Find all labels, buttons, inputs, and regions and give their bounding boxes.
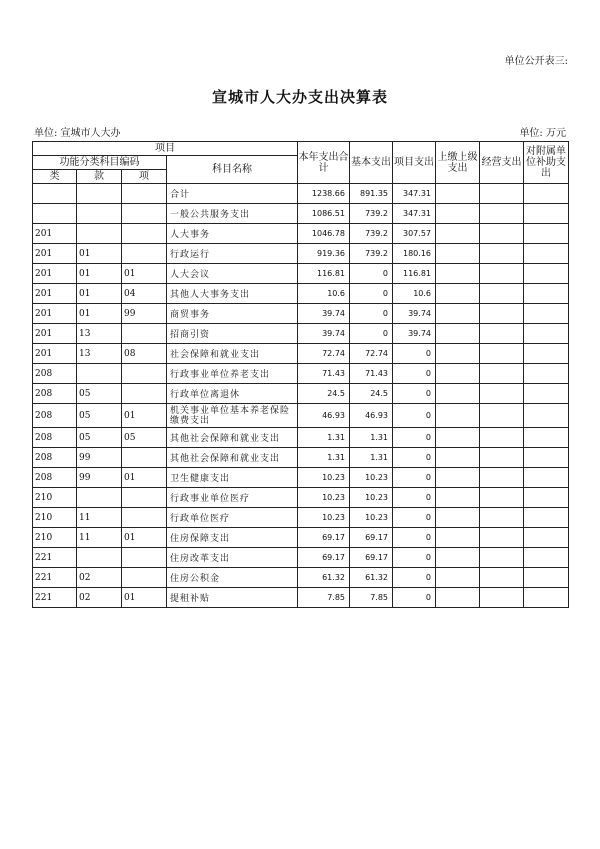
cell-subsidy — [524, 224, 569, 244]
cell-turnover — [436, 404, 480, 428]
cell-total: 1238.66 — [298, 184, 350, 204]
cell-basic: 1.31 — [350, 428, 393, 448]
table-row — [33, 508, 569, 528]
cell-lei: 208 — [33, 448, 77, 468]
cell-turnover — [436, 468, 480, 488]
cell-turnover — [436, 508, 480, 528]
cell-subject-name: 其他人大事务支出 — [167, 284, 298, 304]
cell-project: 0 — [393, 548, 436, 568]
header-subject-name: 科目名称 — [167, 156, 298, 184]
cell-subsidy — [524, 364, 569, 384]
cell-xiang — [122, 224, 167, 244]
cell-project: 0 — [393, 364, 436, 384]
cell-project: 0 — [393, 488, 436, 508]
cell-total: 1046.78 — [298, 224, 350, 244]
cell-subject-name: 招商引资 — [167, 324, 298, 344]
cell-total: 46.93 — [298, 404, 350, 428]
cell-lei: 201 — [33, 244, 77, 264]
cell-lei: 201 — [33, 344, 77, 364]
cell-business — [480, 364, 524, 384]
cell-basic: 0 — [350, 324, 393, 344]
cell-lei: 221 — [33, 588, 77, 608]
cell-turnover — [436, 364, 480, 384]
cell-xiang — [122, 184, 167, 204]
cell-business — [480, 548, 524, 568]
cell-lei: 201 — [33, 224, 77, 244]
table-row — [33, 304, 569, 324]
cell-project: 0 — [393, 404, 436, 428]
cell-xiang — [122, 448, 167, 468]
cell-project: 0 — [393, 508, 436, 528]
cell-xiang: 99 — [122, 304, 167, 324]
cell-subsidy — [524, 528, 569, 548]
cell-business — [480, 508, 524, 528]
cell-lei: 221 — [33, 568, 77, 588]
cell-subsidy — [524, 324, 569, 344]
cell-lei: 201 — [33, 324, 77, 344]
cell-basic: 69.17 — [350, 548, 393, 568]
cell-subject-name: 合计 — [167, 184, 298, 204]
cell-xiang — [122, 244, 167, 264]
cell-basic: 10.23 — [350, 468, 393, 488]
cell-subject-name: 人大会议 — [167, 264, 298, 284]
cell-basic: 739.2 — [350, 224, 393, 244]
cell-kuan: 05 — [77, 384, 122, 404]
cell-subsidy — [524, 568, 569, 588]
header-kuan: 款 — [77, 170, 122, 184]
header-func-code: 功能分类科目编码 — [33, 156, 167, 170]
cell-xiang: 05 — [122, 428, 167, 448]
table-row — [33, 488, 569, 508]
cell-subsidy — [524, 184, 569, 204]
cell-subject-name: 住房保障支出 — [167, 528, 298, 548]
cell-basic: 46.93 — [350, 404, 393, 428]
currency-unit-label: 单位: 万元 — [519, 128, 566, 139]
cell-business — [480, 204, 524, 224]
cell-subsidy — [524, 488, 569, 508]
cell-subject-name: 卫生健康支出 — [167, 468, 298, 488]
cell-lei: 210 — [33, 508, 77, 528]
cell-project: 347.31 — [393, 204, 436, 224]
header-xiang: 项 — [122, 170, 167, 184]
cell-business — [480, 284, 524, 304]
table-row — [33, 364, 569, 384]
cell-project: 0 — [393, 344, 436, 364]
cell-kuan: 05 — [77, 404, 122, 428]
cell-turnover — [436, 284, 480, 304]
cell-xiang: 04 — [122, 284, 167, 304]
cell-business — [480, 588, 524, 608]
cell-business — [480, 264, 524, 284]
cell-xiang: 01 — [122, 404, 167, 428]
header-project: 项目支出 — [393, 142, 436, 184]
cell-business — [480, 428, 524, 448]
cell-lei: 201 — [33, 264, 77, 284]
cell-turnover — [436, 244, 480, 264]
cell-xiang: 01 — [122, 588, 167, 608]
cell-subject-name: 机关事业单位基本养老保险缴费支出 — [167, 404, 298, 428]
cell-turnover — [436, 528, 480, 548]
cell-kuan: 13 — [77, 344, 122, 364]
table-row — [33, 184, 569, 204]
cell-lei: 208 — [33, 468, 77, 488]
table-row — [33, 244, 569, 264]
cell-lei: 201 — [33, 284, 77, 304]
cell-basic: 0 — [350, 304, 393, 324]
table-row — [33, 284, 569, 304]
cell-kuan: 11 — [77, 508, 122, 528]
table-number-label: 单位公开表三: — [504, 56, 568, 67]
cell-basic: 72.74 — [350, 344, 393, 364]
cell-turnover — [436, 204, 480, 224]
cell-project: 0 — [393, 428, 436, 448]
cell-total: 10.6 — [298, 284, 350, 304]
cell-basic: 24.5 — [350, 384, 393, 404]
cell-subject-name: 商贸事务 — [167, 304, 298, 324]
cell-project: 347.31 — [393, 184, 436, 204]
cell-kuan — [77, 204, 122, 224]
cell-basic: 739.2 — [350, 204, 393, 224]
header-business: 经营支出 — [480, 142, 524, 184]
cell-kuan: 11 — [77, 528, 122, 548]
cell-business — [480, 568, 524, 588]
cell-total: 69.17 — [298, 548, 350, 568]
cell-total: 39.74 — [298, 324, 350, 344]
cell-turnover — [436, 488, 480, 508]
cell-total: 72.74 — [298, 344, 350, 364]
cell-kuan — [77, 224, 122, 244]
cell-turnover — [436, 184, 480, 204]
cell-subsidy — [524, 344, 569, 364]
cell-business — [480, 468, 524, 488]
cell-lei: 208 — [33, 404, 77, 428]
expenditure-table — [32, 141, 569, 608]
cell-basic: 1.31 — [350, 448, 393, 468]
cell-basic: 61.32 — [350, 568, 393, 588]
header-lei: 类 — [33, 170, 77, 184]
table-row — [33, 568, 569, 588]
cell-business — [480, 244, 524, 264]
cell-lei: 210 — [33, 488, 77, 508]
cell-subsidy — [524, 264, 569, 284]
cell-subsidy — [524, 384, 569, 404]
table-row — [33, 264, 569, 284]
table-row — [33, 588, 569, 608]
cell-subject-name: 行政单位医疗 — [167, 508, 298, 528]
cell-total: 7.85 — [298, 588, 350, 608]
cell-project: 0 — [393, 568, 436, 588]
cell-xiang: 01 — [122, 264, 167, 284]
cell-lei: 201 — [33, 304, 77, 324]
cell-total: 69.17 — [298, 528, 350, 548]
cell-basic: 0 — [350, 264, 393, 284]
cell-subsidy — [524, 468, 569, 488]
table-row — [33, 428, 569, 448]
table-row — [33, 344, 569, 364]
cell-subsidy — [524, 204, 569, 224]
cell-business — [480, 528, 524, 548]
cell-turnover — [436, 304, 480, 324]
header-total: 本年支出合计 — [298, 142, 350, 184]
cell-kuan: 99 — [77, 468, 122, 488]
header-item: 项目 — [33, 142, 298, 156]
cell-total: 1086.51 — [298, 204, 350, 224]
cell-kuan: 01 — [77, 244, 122, 264]
cell-xiang — [122, 324, 167, 344]
cell-subject-name: 行政事业单位医疗 — [167, 488, 298, 508]
cell-subject-name: 行政运行 — [167, 244, 298, 264]
cell-total: 39.74 — [298, 304, 350, 324]
cell-turnover — [436, 548, 480, 568]
cell-project: 116.81 — [393, 264, 436, 284]
cell-project: 0 — [393, 588, 436, 608]
cell-turnover — [436, 568, 480, 588]
cell-project: 39.74 — [393, 304, 436, 324]
cell-subject-name: 行政单位离退休 — [167, 384, 298, 404]
cell-business — [480, 384, 524, 404]
cell-subsidy — [524, 244, 569, 264]
cell-subject-name: 提租补贴 — [167, 588, 298, 608]
cell-project: 10.6 — [393, 284, 436, 304]
cell-subsidy — [524, 304, 569, 324]
cell-lei: 208 — [33, 364, 77, 384]
cell-project: 0 — [393, 448, 436, 468]
cell-basic: 10.23 — [350, 508, 393, 528]
cell-subject-name: 社会保障和就业支出 — [167, 344, 298, 364]
cell-subsidy — [524, 428, 569, 448]
cell-xiang — [122, 568, 167, 588]
cell-kuan — [77, 548, 122, 568]
cell-subject-name: 一般公共服务支出 — [167, 204, 298, 224]
cell-total: 61.32 — [298, 568, 350, 588]
cell-kuan: 05 — [77, 428, 122, 448]
cell-turnover — [436, 264, 480, 284]
cell-lei: 210 — [33, 528, 77, 548]
cell-subject-name: 住房改革支出 — [167, 548, 298, 568]
cell-subsidy — [524, 284, 569, 304]
cell-subject-name: 住房公积金 — [167, 568, 298, 588]
cell-xiang — [122, 204, 167, 224]
page-title: 宣城市人大办支出决算表 — [211, 88, 388, 106]
cell-turnover — [436, 428, 480, 448]
cell-lei: 208 — [33, 428, 77, 448]
cell-xiang: 01 — [122, 528, 167, 548]
cell-xiang — [122, 384, 167, 404]
cell-turnover — [436, 588, 480, 608]
cell-subsidy — [524, 508, 569, 528]
cell-business — [480, 448, 524, 468]
cell-project: 0 — [393, 468, 436, 488]
cell-business — [480, 324, 524, 344]
cell-business — [480, 304, 524, 324]
cell-xiang: 01 — [122, 468, 167, 488]
unit-name-label: 单位: 宣城市人大办 — [34, 128, 121, 139]
table-row — [33, 224, 569, 244]
cell-kuan: 01 — [77, 304, 122, 324]
cell-xiang — [122, 364, 167, 384]
cell-project: 39.74 — [393, 324, 436, 344]
cell-basic: 7.85 — [350, 588, 393, 608]
cell-basic: 739.2 — [350, 244, 393, 264]
cell-basic: 891.35 — [350, 184, 393, 204]
cell-basic: 0 — [350, 284, 393, 304]
cell-lei — [33, 204, 77, 224]
cell-project: 307.57 — [393, 224, 436, 244]
table-body — [33, 184, 569, 608]
cell-total: 10.23 — [298, 488, 350, 508]
cell-business — [480, 404, 524, 428]
table-row — [33, 384, 569, 404]
cell-business — [480, 344, 524, 364]
table-row — [33, 204, 569, 224]
cell-turnover — [436, 344, 480, 364]
cell-project: 0 — [393, 528, 436, 548]
table-row — [33, 404, 569, 428]
cell-business — [480, 488, 524, 508]
cell-total: 1.31 — [298, 448, 350, 468]
cell-kuan: 13 — [77, 324, 122, 344]
cell-total: 24.5 — [298, 384, 350, 404]
cell-lei: 208 — [33, 384, 77, 404]
table-row — [33, 548, 569, 568]
cell-turnover — [436, 224, 480, 244]
cell-kuan: 01 — [77, 284, 122, 304]
header-basic: 基本支出 — [350, 142, 393, 184]
cell-basic: 71.43 — [350, 364, 393, 384]
cell-kuan — [77, 184, 122, 204]
cell-total: 919.36 — [298, 244, 350, 264]
cell-xiang — [122, 488, 167, 508]
cell-business — [480, 184, 524, 204]
cell-total: 10.23 — [298, 508, 350, 528]
cell-kuan: 02 — [77, 568, 122, 588]
cell-kuan — [77, 364, 122, 384]
cell-subsidy — [524, 404, 569, 428]
cell-turnover — [436, 384, 480, 404]
table-row — [33, 324, 569, 344]
table-row — [33, 528, 569, 548]
cell-subsidy — [524, 588, 569, 608]
header-turnover: 上缴上级支出 — [436, 142, 480, 184]
cell-project: 180.16 — [393, 244, 436, 264]
header-subsidy: 对附属单位补助支出 — [524, 142, 569, 184]
cell-xiang: 08 — [122, 344, 167, 364]
cell-lei — [33, 184, 77, 204]
cell-subsidy — [524, 548, 569, 568]
cell-total: 71.43 — [298, 364, 350, 384]
cell-turnover — [436, 324, 480, 344]
cell-kuan: 99 — [77, 448, 122, 468]
cell-kuan: 02 — [77, 588, 122, 608]
cell-xiang — [122, 548, 167, 568]
cell-total: 116.81 — [298, 264, 350, 284]
cell-basic: 10.23 — [350, 488, 393, 508]
cell-basic: 69.17 — [350, 528, 393, 548]
cell-subject-name: 人大事务 — [167, 224, 298, 244]
cell-project: 0 — [393, 384, 436, 404]
cell-total: 10.23 — [298, 468, 350, 488]
cell-lei: 221 — [33, 548, 77, 568]
table-row — [33, 468, 569, 488]
cell-subject-name: 行政事业单位养老支出 — [167, 364, 298, 384]
table-row — [33, 448, 569, 468]
cell-xiang — [122, 508, 167, 528]
cell-kuan: 01 — [77, 264, 122, 284]
cell-subject-name: 其他社会保障和就业支出 — [167, 448, 298, 468]
cell-turnover — [436, 448, 480, 468]
cell-business — [480, 224, 524, 244]
cell-subject-name: 其他社会保障和就业支出 — [167, 428, 298, 448]
cell-kuan — [77, 488, 122, 508]
cell-subsidy — [524, 448, 569, 468]
cell-total: 1.31 — [298, 428, 350, 448]
